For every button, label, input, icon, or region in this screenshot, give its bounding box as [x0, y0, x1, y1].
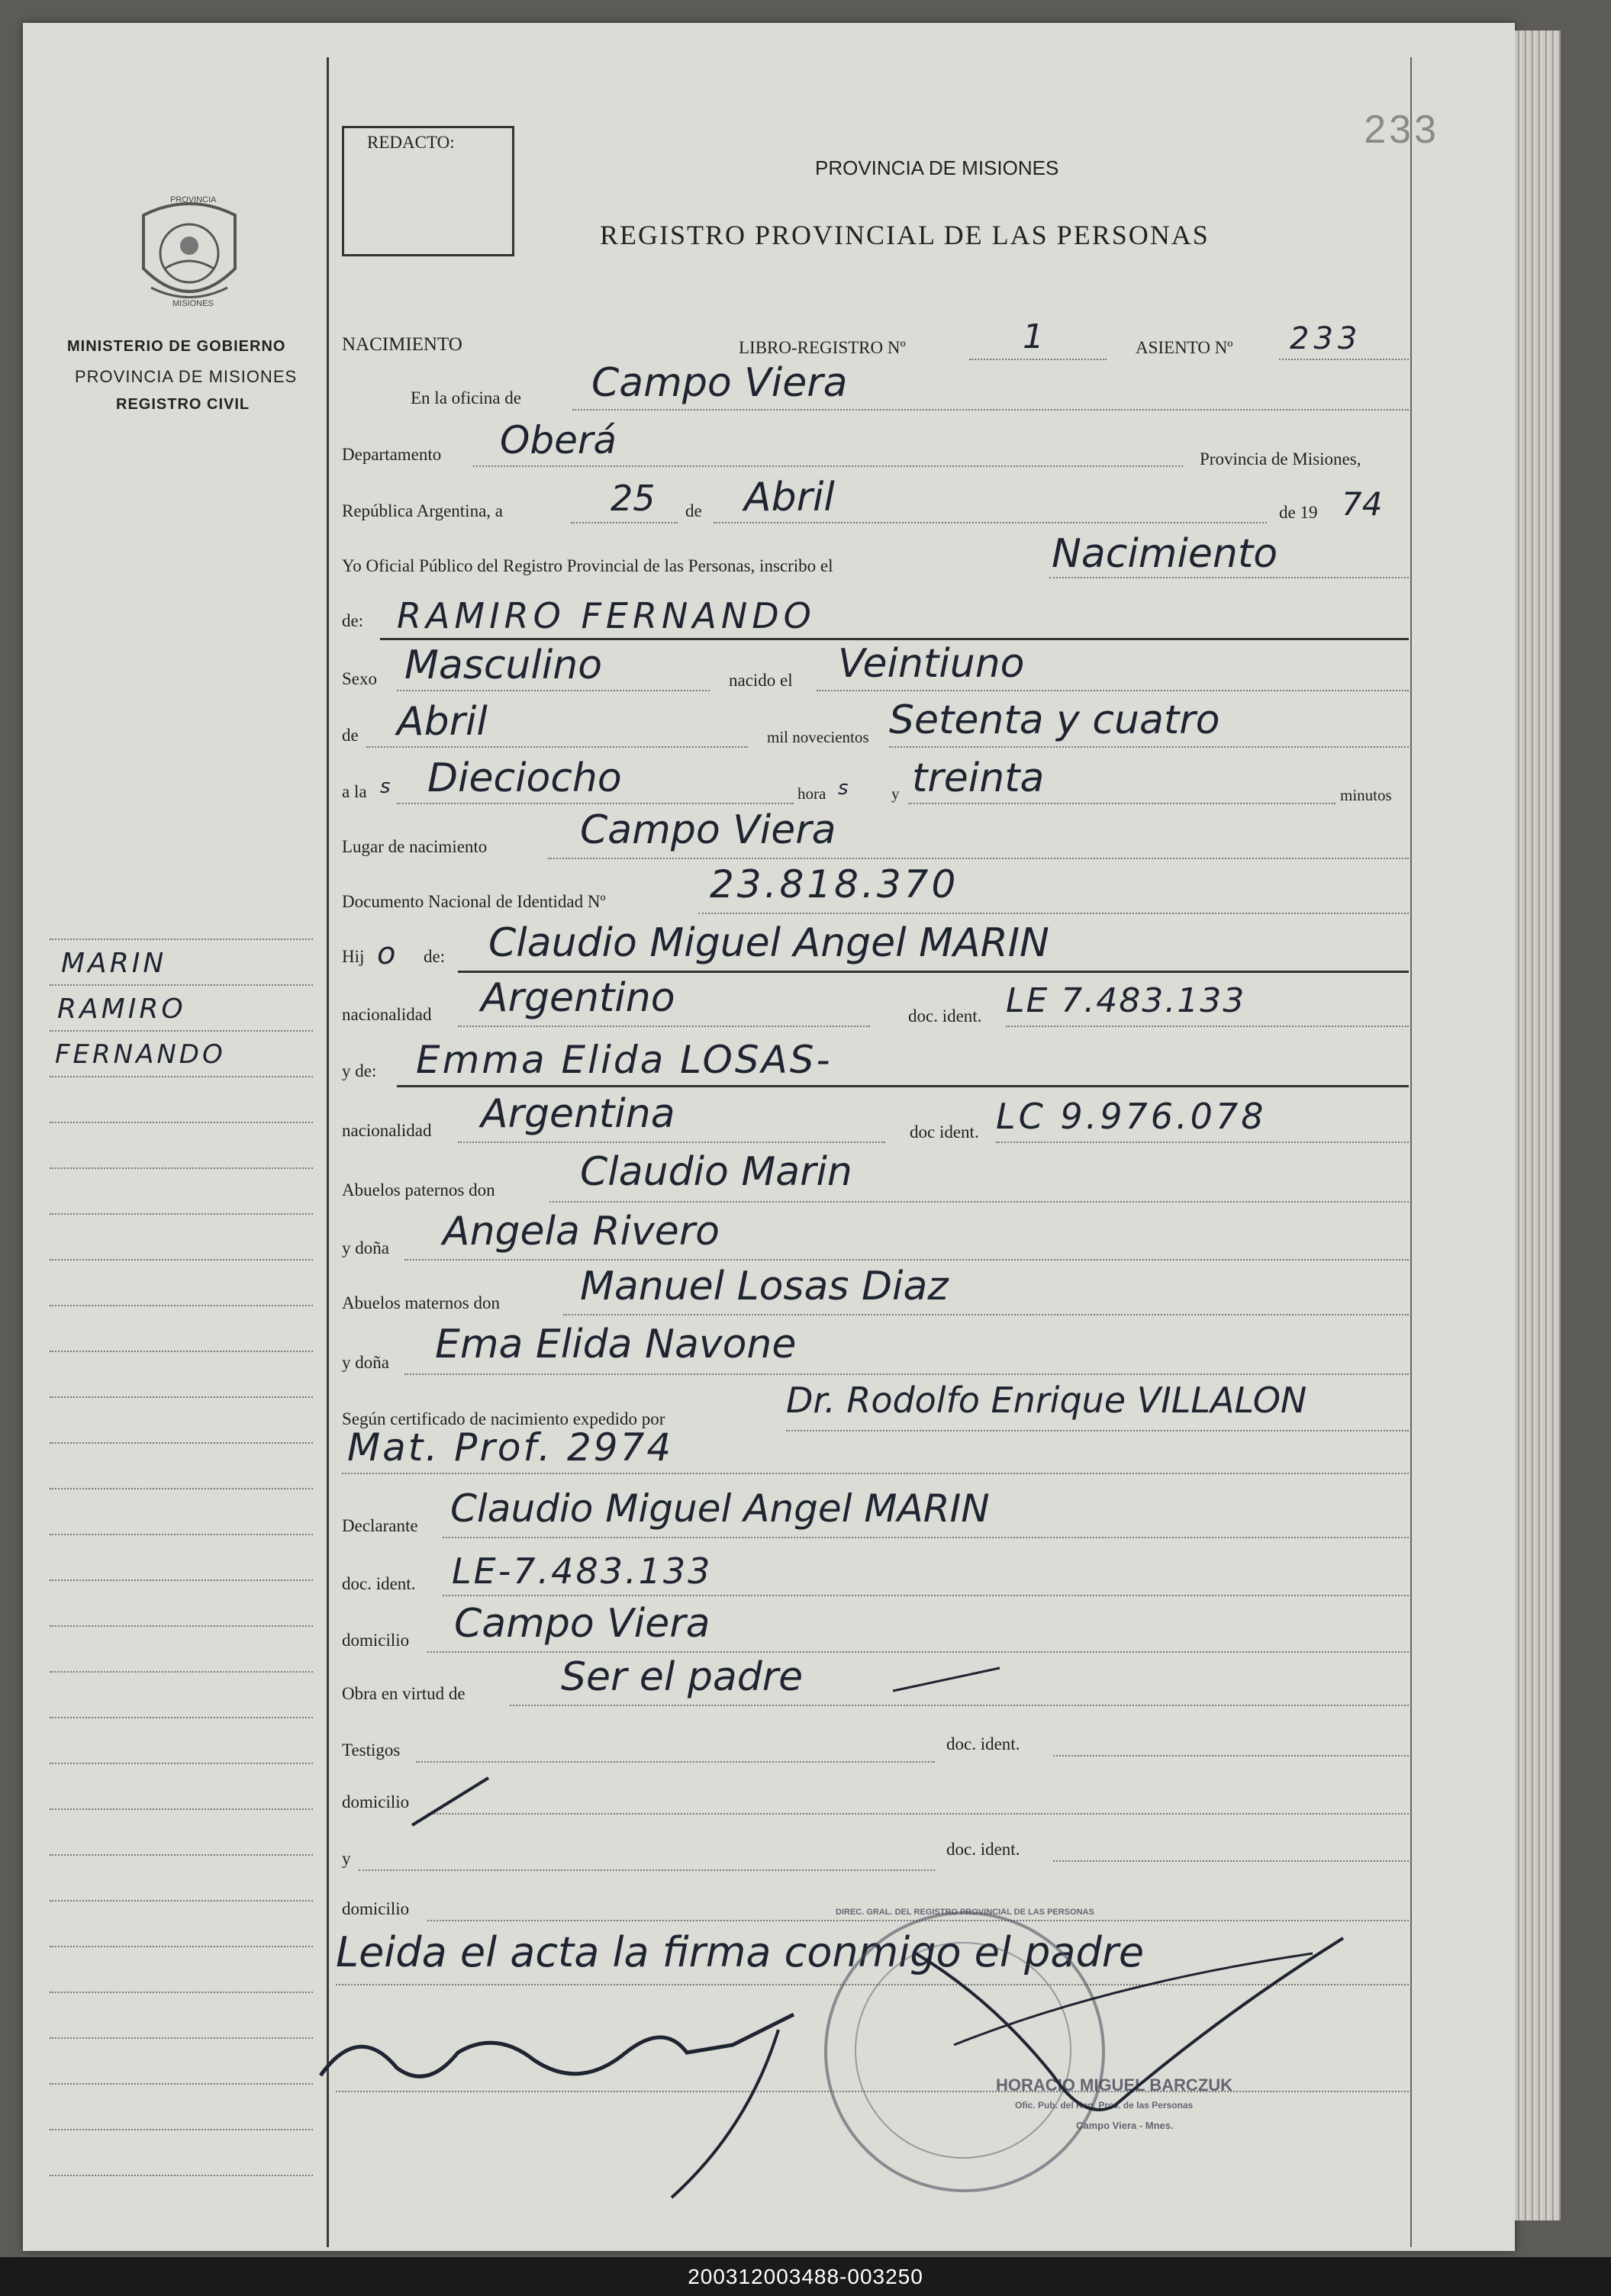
domicilio-label: domicilio — [342, 1631, 410, 1650]
official-stamp-inner-ring — [855, 1942, 1071, 2159]
republica-de-label: de — [685, 501, 702, 520]
documento-label: Documento Nacional de Identidad Nº — [342, 892, 606, 911]
departamento-line — [473, 465, 1183, 467]
margin-line — [50, 1992, 313, 1993]
yo-oficial-label: Yo Oficial Público del Registro Provincial de las Personas, inscribo el — [342, 556, 833, 575]
y-de-label: y de: — [342, 1061, 377, 1080]
doc-testigo2-label: doc. ident. — [946, 1840, 1020, 1859]
de-mes-label: de — [342, 726, 359, 745]
nombre-value: RAMIRO FERNANDO — [397, 595, 816, 636]
mes-line — [714, 522, 1267, 523]
margin-line — [50, 1763, 313, 1764]
doc-padre-line — [1006, 1026, 1409, 1027]
page-number: 233 — [1364, 108, 1439, 152]
margin-line — [50, 939, 313, 940]
domicilio2-label: domicilio — [342, 1792, 410, 1811]
margin-note-line2: RAMIRO — [57, 993, 186, 1025]
nombre-line — [380, 638, 1409, 640]
nacido-label: nacido el — [729, 671, 793, 690]
madre-value: Emma Elida LOSAS- — [416, 1038, 833, 1082]
declarante-line — [443, 1537, 1409, 1538]
declarante-label: Declarante — [342, 1516, 418, 1535]
provincia-label: Provincia de Misiones, — [1200, 449, 1361, 469]
year-label: de 19 — [1279, 503, 1318, 522]
certificado-value: Dr. Rodolfo Enrique VILLALON — [786, 1380, 1307, 1421]
doc-padre-label: doc. ident. — [908, 1006, 982, 1026]
margin-line — [50, 1030, 313, 1032]
margin-line — [50, 1717, 313, 1718]
dni-line — [698, 913, 1409, 914]
margin-line — [50, 2175, 313, 2176]
margin-line — [50, 1946, 313, 1947]
mes2-value: Abril — [397, 699, 488, 745]
nacionalidad-padre-label: nacionalidad — [342, 1005, 432, 1024]
abuelo-pat-value: Claudio Marin — [580, 1149, 852, 1195]
ministry-line3: REGISTRO CIVIL — [116, 396, 250, 413]
stamp-place: Campo Viera - Mnes. — [1076, 2120, 1174, 2131]
margin-line — [50, 1808, 313, 1810]
seal-top-text: PROVINCIA — [170, 195, 217, 204]
doc-declarante-value: LE-7.483.133 — [452, 1551, 713, 1592]
anio-value: Setenta y cuatro — [889, 697, 1220, 743]
margin-line — [50, 984, 313, 986]
asiento-line — [1279, 359, 1409, 360]
hij-label: Hij — [342, 947, 365, 966]
margin-note-line3: FERNANDO — [55, 1039, 226, 1070]
y-testigo2-label: y — [342, 1849, 351, 1868]
abuela-pat-line — [404, 1259, 1409, 1261]
declarante-value: Claudio Miguel Angel MARIN — [450, 1486, 990, 1531]
doc-padre-value: LE 7.483.133 — [1006, 981, 1246, 1020]
oficina-line — [572, 409, 1409, 411]
margin-line — [50, 1625, 313, 1627]
margin-line — [50, 1167, 313, 1169]
nacido-value: Veintiuno — [838, 641, 1025, 687]
nacido-line — [817, 690, 1409, 691]
abuelo-pat-line — [549, 1201, 1409, 1203]
mes-value: Abril — [744, 475, 835, 520]
obra-label: Obra en virtud de — [342, 1684, 466, 1703]
redacto-box — [342, 126, 514, 256]
margin-line — [50, 1259, 313, 1261]
nacionalidad-madre-label: nacionalidad — [342, 1121, 432, 1140]
margin-line — [50, 1534, 313, 1535]
minutos-label: minutos — [1340, 786, 1392, 804]
testigos-line — [416, 1761, 935, 1763]
nac-padre-value: Argentino — [481, 975, 675, 1021]
nac-madre-line — [458, 1142, 885, 1143]
margin-line — [50, 2037, 313, 2039]
doc-madre-label: doc ident. — [910, 1122, 979, 1142]
margin-line — [50, 2129, 313, 2130]
document-id: 200312003488-003250 — [688, 2265, 923, 2288]
hij-de-label: de: — [424, 947, 446, 966]
margin-line — [50, 1671, 313, 1673]
margin-note-line1: MARIN — [61, 948, 167, 979]
stamp-name: HORACIO MIGUEL BARCZUK — [996, 2075, 1233, 2095]
minutos-line — [908, 803, 1336, 804]
margin-line — [50, 1396, 313, 1398]
horas-label: hora — [797, 784, 826, 803]
doc-testigo2-line — [1053, 1860, 1409, 1862]
y-minutos-label: y — [891, 784, 900, 803]
acto-value: Nacimiento — [1052, 531, 1278, 577]
y-dona-mat-label: y doña — [342, 1353, 389, 1372]
acto-line — [1049, 577, 1409, 578]
a-las-label: a la — [342, 782, 367, 801]
hora-value: Dieciocho — [427, 755, 622, 801]
sexo-value: Masculino — [404, 642, 603, 688]
stamp-role: Ofic. Pub. del Reg. Prov. de las Personas — [1015, 2100, 1194, 2111]
book-page-edges — [1515, 31, 1561, 2220]
margin-line — [50, 1213, 313, 1215]
mes2-line — [366, 746, 748, 748]
margin-line — [50, 1351, 313, 1352]
doc-testigo1-label: doc. ident. — [946, 1734, 1020, 1753]
registry-header: REGISTRO PROVINCIAL DE LAS PERSONAS — [600, 220, 1210, 250]
dni-value: 23.818.370 — [710, 862, 959, 906]
footer-bar — [0, 2257, 1611, 2296]
abuela-mat-line — [404, 1373, 1409, 1375]
domicilio-value: Campo Viera — [454, 1601, 710, 1647]
doc-madre-line — [996, 1142, 1409, 1143]
margin-line — [50, 2083, 313, 2085]
asiento-label: ASIENTO Nº — [1136, 338, 1233, 357]
asiento-value: 233 — [1290, 321, 1362, 356]
libro-label: LIBRO-REGISTRO Nº — [739, 338, 906, 357]
lugar-value: Campo Viera — [580, 807, 836, 853]
oficina-label: En la oficina de — [411, 388, 521, 407]
doc-madre-value: LC 9.976.078 — [996, 1096, 1267, 1137]
redacto-label: REDACTO: — [367, 133, 455, 152]
libro-value: 1 — [1023, 317, 1044, 356]
provincial-seal-icon — [128, 192, 250, 314]
departamento-label: Departamento — [342, 445, 442, 464]
hora-line — [397, 803, 794, 804]
province-header: PROVINCIA DE MISIONES — [815, 156, 1059, 179]
abuela-pat-value: Angela Rivero — [443, 1209, 720, 1254]
doc-testigo1-line — [1053, 1755, 1409, 1757]
margin-line — [50, 1076, 313, 1077]
sexo-line — [397, 690, 710, 691]
abuelos-mat-label: Abuelos maternos don — [342, 1293, 500, 1312]
domicilio3-label: domicilio — [342, 1899, 410, 1918]
y-dona-pat-label: y doña — [342, 1238, 389, 1257]
obra-value: Ser el padre — [561, 1654, 804, 1700]
obra-line — [510, 1705, 1409, 1706]
nombre-label: de: — [342, 611, 364, 630]
stamp-ring-text: DIREC. GRAL. DEL REGISTRO PROVINCIAL DE LAS PERSONAS — [836, 1908, 1094, 1917]
doc-declarante-line — [443, 1595, 1409, 1596]
seal-bottom-text: MISIONES — [172, 299, 214, 308]
oficina-value: Campo Viera — [591, 360, 848, 406]
madre-line — [397, 1085, 1409, 1087]
departamento-value: Oberá — [500, 418, 617, 462]
domicilio2-line — [427, 1813, 1409, 1815]
ministry-line2: PROVINCIA DE MISIONES — [75, 367, 298, 386]
testigo2-line — [359, 1869, 935, 1871]
nac-padre-line — [458, 1026, 870, 1027]
abuelos-pat-label: Abuelos paternos don — [342, 1180, 495, 1200]
abuelo-mat-line — [563, 1314, 1409, 1315]
a-las-suffix: s — [380, 775, 391, 798]
abuela-mat-value: Ema Elida Navone — [435, 1322, 797, 1367]
closing-text: Leida el acta la firma conmigo el padre — [336, 1928, 1145, 1976]
dia-line — [571, 522, 678, 523]
margin-line — [50, 1442, 313, 1444]
margin-line — [50, 1580, 313, 1581]
margin-line — [50, 1854, 313, 1856]
domicilio-line — [427, 1651, 1409, 1653]
nacimiento-label: NACIMIENTO — [342, 334, 462, 355]
form-right-border — [1410, 57, 1412, 2247]
sexo-label: Sexo — [342, 669, 377, 688]
certificado-line — [786, 1430, 1409, 1431]
hij-suffix: o — [377, 936, 396, 971]
segun-label: Según certificado de nacimiento expedido por — [342, 1409, 665, 1428]
lugar-label: Lugar de nacimiento — [342, 837, 488, 856]
anio-line — [889, 746, 1409, 748]
testigos-label: Testigos — [342, 1741, 401, 1760]
republica-label: República Argentina, a — [342, 501, 503, 520]
abuelo-mat-value: Manuel Losas Diaz — [580, 1264, 949, 1309]
minutos-value: treinta — [912, 755, 1045, 801]
dia-value: 25 — [611, 478, 656, 519]
margin-line — [50, 1488, 313, 1489]
padre-value: Claudio Miguel Angel MARIN — [488, 920, 1049, 966]
doc-declarante-label: doc. ident. — [342, 1574, 416, 1593]
libro-line — [969, 359, 1107, 360]
margin-line — [50, 1900, 313, 1902]
padre-line — [458, 971, 1409, 973]
matricula-value: Mat. Prof. 2974 — [347, 1425, 674, 1470]
margin-line — [50, 1122, 313, 1123]
form-left-border — [327, 57, 329, 2247]
mil-label: mil novecientos — [767, 728, 869, 746]
horas-suffix: s — [838, 777, 849, 800]
matricula-line — [342, 1473, 1409, 1474]
nac-madre-value: Argentina — [481, 1091, 675, 1137]
ministry-line1: MINISTERIO DE GOBIERNO — [67, 338, 286, 355]
year-value: 74 — [1342, 485, 1383, 523]
lugar-line — [548, 858, 1409, 859]
margin-line — [50, 1305, 313, 1306]
